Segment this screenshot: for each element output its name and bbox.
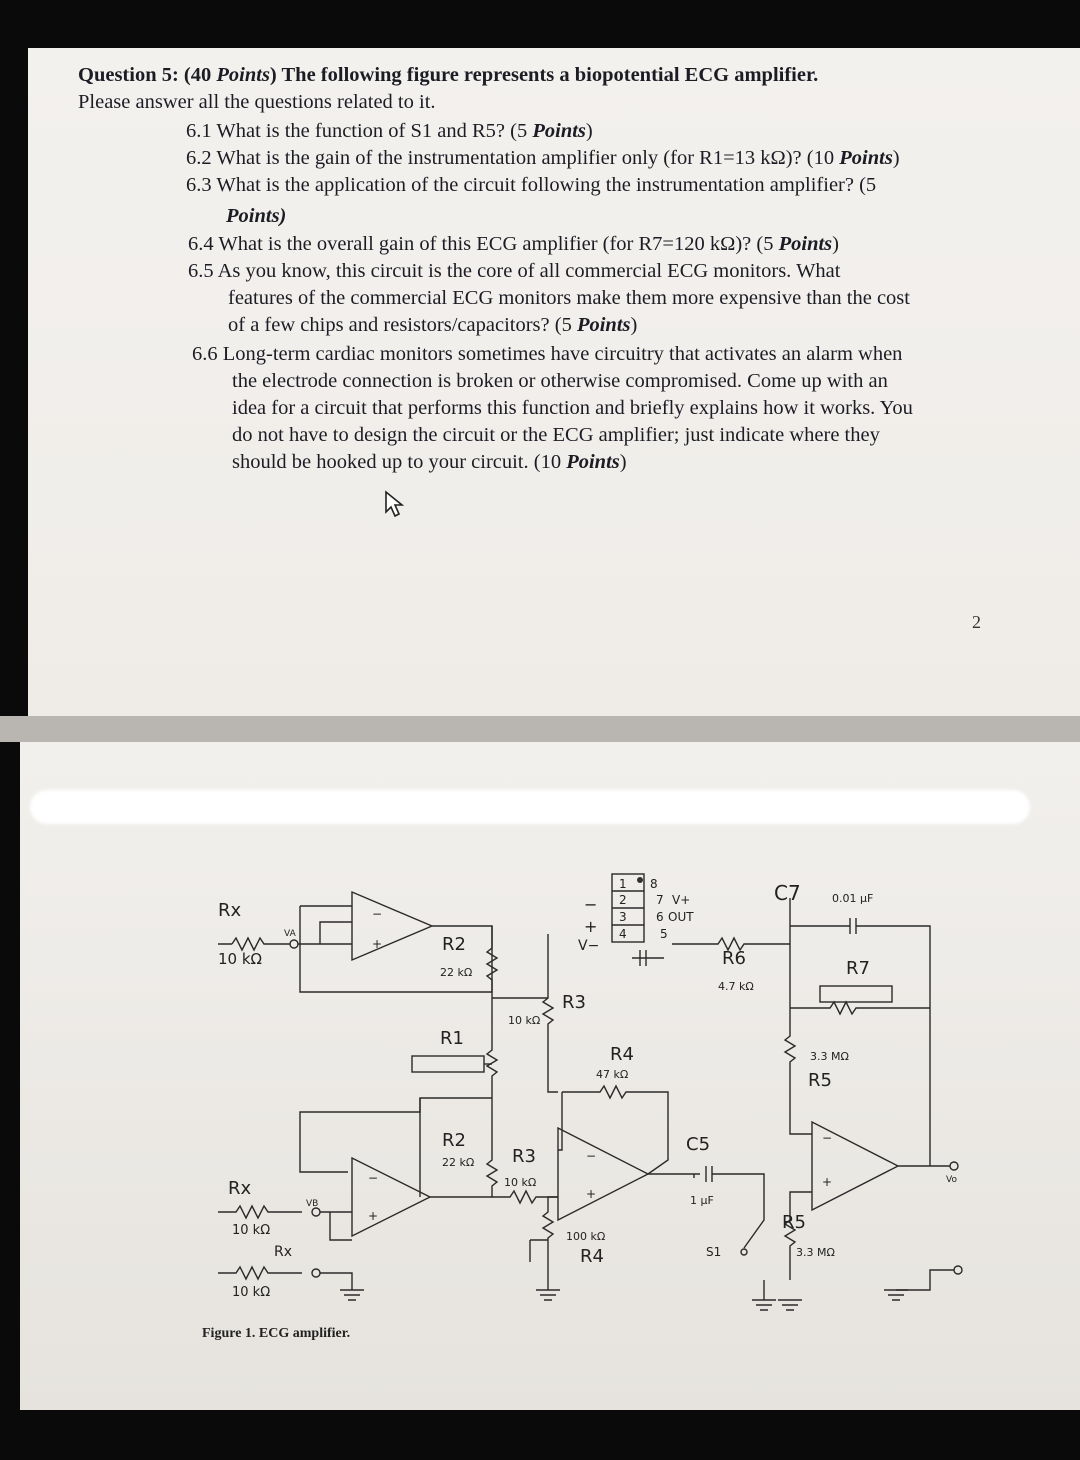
r5-bottom-label: R5: [782, 1212, 806, 1233]
opamp-out-plus: +: [822, 1175, 833, 1189]
opamp-bottom-plus: +: [368, 1209, 379, 1223]
page-gap: [0, 716, 1080, 742]
r5-bottom-value: 3.3 MΩ: [796, 1246, 835, 1259]
pin-1: 1: [619, 877, 627, 891]
rx-bottom-label: Rx: [274, 1244, 293, 1260]
r4-top-value: 47 kΩ: [596, 1068, 629, 1081]
opamp-out-minus: −: [822, 1131, 833, 1145]
rx-top-value: 10 kΩ: [218, 950, 263, 968]
rx-bottom-value: 10 kΩ: [232, 1285, 271, 1300]
opamp-diff-plus: +: [586, 1187, 597, 1201]
item-6-5-line2: features of the commercial ECG monitors make them more expensive than the cost: [228, 287, 910, 309]
c7-label: C7: [774, 881, 801, 905]
item-6-5-line1: 6.5 As you know, this circuit is the core of all commercial ECG monitors. What: [188, 260, 841, 282]
pin-3: 3: [619, 910, 627, 924]
item-6-3: 6.3 What is the application of the circuit following the instrumentation amplifier? (5: [186, 174, 877, 196]
vo-label: Vo: [946, 1175, 957, 1185]
pin-6: 6: [656, 910, 664, 924]
c7-value: 0.01 µF: [832, 892, 874, 905]
r3-bottom-value: 10 kΩ: [504, 1176, 537, 1189]
opamp-bottom-minus: −: [368, 1171, 379, 1185]
item-6-4: 6.4 What is the overall gain of this ECG amplifier (for R7=120 kΩ)? (5 Points): [188, 233, 839, 255]
mouse-cursor-icon: [382, 490, 410, 520]
question-intro: Please answer all the questions related to it.: [78, 91, 436, 113]
item-6-1: 6.1 What is the function of S1 and R5? (5 Points): [186, 120, 593, 142]
item-6-5-line3: of a few chips and resistors/capacitors? (5 Points): [228, 314, 638, 336]
pin-2: 2: [619, 893, 627, 907]
pin-4: 4: [619, 927, 627, 941]
pinout-minus: −: [584, 895, 598, 914]
r6-value: 4.7 kΩ: [718, 980, 754, 993]
r4-bottom-label: R4: [580, 1246, 604, 1267]
item-6-3-cont: Points): [226, 205, 287, 227]
r5-top-value: 3.3 MΩ: [810, 1050, 849, 1063]
c5-value: 1 µF: [690, 1194, 714, 1207]
item-6-6-line2: the electrode connection is broken or otherwise compromised. Come up with an: [232, 370, 888, 392]
r2-top-label: R2: [442, 934, 466, 955]
va-label: VA: [284, 929, 296, 939]
pin-8: 8: [650, 877, 658, 891]
ecg-amplifier-schematic: [0, 860, 1080, 1340]
r5-top-label: R5: [808, 1070, 832, 1091]
s1-label: S1: [706, 1245, 722, 1259]
pin-out: OUT: [668, 910, 694, 924]
page-number: 2: [972, 612, 981, 632]
r3-top-label: R3: [562, 992, 586, 1013]
r3-top-value: 10 kΩ: [508, 1014, 541, 1027]
rx-mid-label: Rx: [228, 1178, 252, 1199]
vb-label: VB: [306, 1199, 319, 1209]
opamp-top-plus: +: [372, 937, 383, 951]
opamp-bottom: [352, 1158, 430, 1236]
r3-bottom-label: R3: [512, 1146, 536, 1167]
r1-label: R1: [440, 1028, 464, 1049]
r2-bottom-label: R2: [442, 1130, 466, 1151]
r2-top-value: 22 kΩ: [440, 966, 473, 979]
r2-bottom-value: 22 kΩ: [442, 1156, 475, 1169]
figure-caption: Figure 1. ECG amplifier.: [202, 1326, 351, 1341]
redaction-bar: [30, 790, 1030, 824]
question-heading: Question 5: (40 Points) The following figure represents a biopotential ECG amplifier.: [78, 64, 819, 86]
rx-top-label: Rx: [218, 900, 242, 921]
pin-vplus: V+: [672, 893, 691, 907]
pinout-vminus: V−: [578, 938, 600, 954]
r7-label: R7: [846, 958, 870, 979]
rx-mid-value: 10 kΩ: [232, 1223, 271, 1238]
item-6-6-line5: should be hooked up to your circuit. (10 Points): [232, 451, 627, 473]
item-6-6-line4: do not have to design the circuit or the ECG amplifier; just indicate where they: [232, 424, 880, 446]
opamp-diff: [558, 1128, 648, 1220]
pinout-plus: +: [584, 917, 598, 936]
rx-top-resistor: [218, 938, 290, 950]
opamp-top: [352, 892, 432, 960]
pin-5: 5: [660, 927, 668, 941]
c5-label: C5: [686, 1134, 711, 1155]
item-6-6-line1: 6.6 Long-term cardiac monitors sometimes have circuitry that activates an alarm when: [192, 343, 903, 365]
opamp-diff-minus: −: [586, 1149, 597, 1163]
pin-7: 7: [656, 893, 664, 907]
item-6-2: 6.2 What is the gain of the instrumentation amplifier only (for R1=13 kΩ)? (10 Points): [186, 147, 900, 169]
item-6-6-line3: idea for a circuit that performs this function and briefly explains how it works. You: [232, 397, 913, 419]
r4-bottom-value: 100 kΩ: [566, 1230, 606, 1243]
opamp-top-minus: −: [372, 907, 383, 921]
r4-top-label: R4: [610, 1044, 634, 1065]
r6-label: R6: [722, 948, 746, 969]
